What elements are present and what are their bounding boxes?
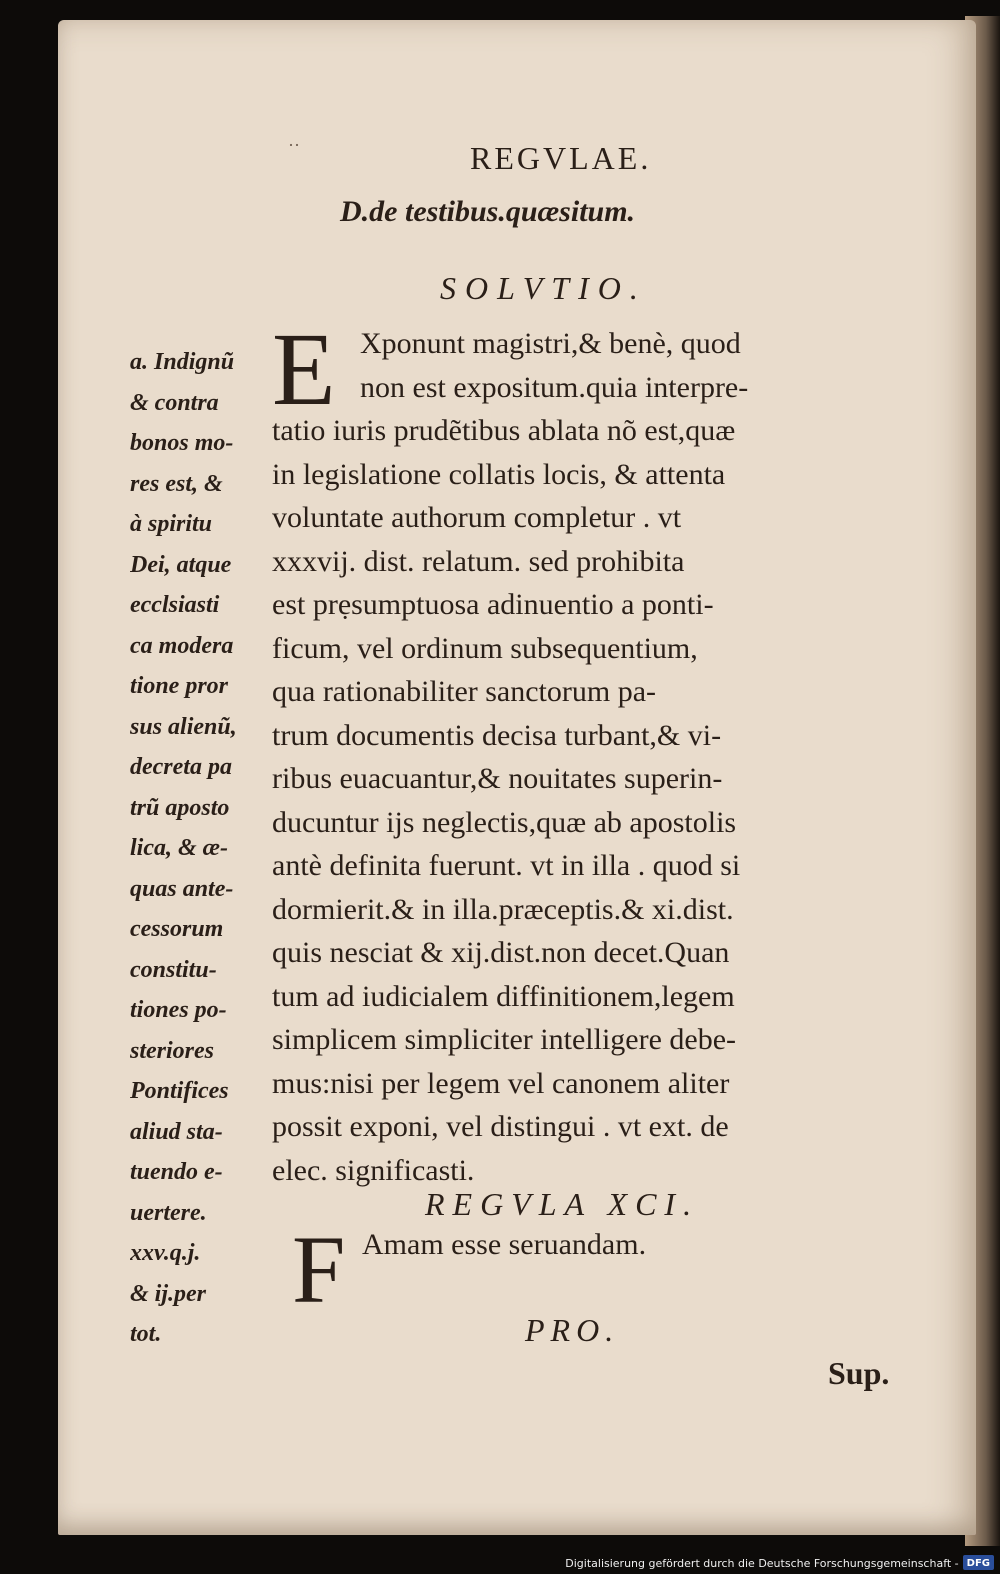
text-line: ribus euacuantur,& nouitates superin-: [272, 762, 723, 795]
margin-line: Dei, atque: [130, 551, 232, 578]
margin-line: quas ante-: [130, 875, 234, 902]
margin-line: tuendo e-: [130, 1159, 223, 1185]
margin-line: Pontifices: [130, 1078, 229, 1104]
top-mark: ··: [288, 135, 300, 155]
text-line: mus:nisi per legem vel canonem aliter: [272, 1066, 730, 1100]
margin-line: ca modera: [130, 632, 234, 659]
margin-line: tione pror: [130, 673, 229, 699]
dfg-logo: DFG: [963, 1555, 994, 1570]
rule-text: Amam esse seruandam.: [362, 1228, 647, 1261]
margin-line: tot.: [130, 1321, 162, 1347]
margin-line: & contra: [130, 389, 219, 416]
margin-line: bonos mo-: [130, 430, 234, 456]
text-line: qua rationabiliter sanctorum pa-: [272, 675, 657, 708]
margin-line: steriores: [130, 1037, 214, 1064]
drop-cap: E: [272, 312, 336, 427]
text-line: trum documentis decisa turbant,& vi-: [272, 718, 722, 752]
margin-line: cessorum: [130, 916, 224, 942]
text-line: ficum, vel ordinum subsequentium,: [272, 631, 698, 665]
margin-line: constitu-: [130, 956, 217, 983]
text-line: Xponunt magistri,& benè, quod: [360, 327, 741, 360]
text-line: in legislatione collatis locis, & attenta: [272, 457, 726, 491]
pro-heading: PRO.: [525, 1312, 620, 1348]
margin-line: sus alienũ,: [130, 713, 237, 740]
rule-drop-cap: F: [292, 1216, 346, 1323]
margin-line: ecclsiasti: [130, 592, 220, 618]
catchword: Sup.: [828, 1355, 890, 1391]
text-line: elec. significasti.: [272, 1153, 475, 1187]
margin-note: [130, 342, 280, 1355]
text-line: dormierit.& in illa.præceptis.& xi.dist.: [272, 892, 734, 926]
main-text-block: [272, 322, 892, 1192]
running-head: REGVLAE.: [470, 140, 652, 176]
text-line: simplicem simpliciter intelligere debe-: [272, 1023, 737, 1056]
margin-line: tiones po-: [130, 997, 227, 1023]
text-line: tatio iuris prudẽtibus ablata nõ est,quæ: [272, 414, 736, 447]
text-line: antè definita fuerunt. vt in illa . quod si: [272, 849, 741, 882]
margin-line: lica, & æ-: [130, 835, 228, 861]
text-line: ducuntur ijs neglectis,quæ ab apostolis: [272, 805, 737, 839]
text-line: est prẹsumptuosa adinuentio a ponti-: [272, 588, 714, 621]
rule-heading: REGVLA XCI.: [425, 1186, 700, 1222]
margin-line: & ij.per: [130, 1280, 206, 1307]
margin-line: xxv.q.j.: [130, 1240, 201, 1266]
footer-text: Digitalisierung gefördert durch die Deutsche Forschungsgemeinschaft -: [565, 1557, 959, 1570]
text-line: xxxvij. dist. relatum. sed prohibita: [272, 544, 685, 578]
text-line: quis nesciat & xij.dist.non decet.Quan: [272, 936, 730, 969]
margin-line: aliud sta-: [130, 1118, 223, 1145]
margin-line: res est, &: [130, 470, 223, 497]
margin-line: uertere.: [130, 1199, 207, 1226]
reference-line: D.de testibus.quæsitum.: [340, 195, 636, 228]
text-line: voluntate authorum completur . vt: [272, 501, 682, 534]
margin-line: decreta pa: [130, 754, 232, 780]
margin-line: trũ aposto: [130, 794, 230, 821]
margin-line: à spiritu: [130, 511, 213, 537]
text-line: non est expositum.quia interpre-: [360, 370, 749, 404]
margin-line: a. Indignũ: [130, 349, 235, 375]
footer-bar: [0, 1554, 1000, 1574]
text-line: possit exponi, vel distingui . vt ext. de: [272, 1110, 729, 1143]
text-line: tum ad iudicialem diffinitionem,legem: [272, 979, 735, 1013]
section-heading: SOLVTIO.: [440, 270, 647, 306]
